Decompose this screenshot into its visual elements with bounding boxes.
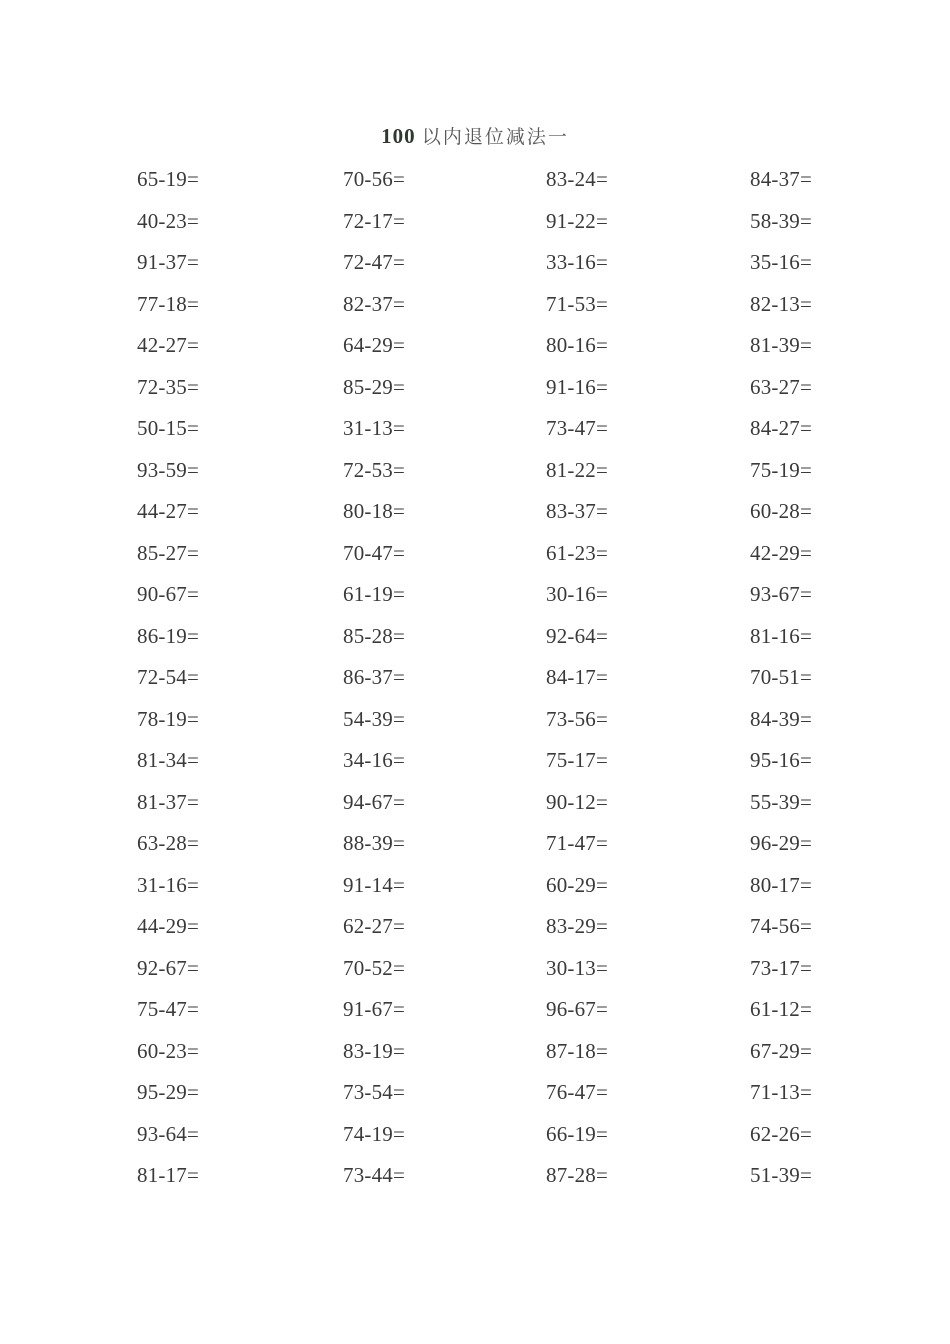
problem-grid: [137, 161, 837, 1199]
subtraction-problem: 34-16=: [343, 748, 406, 772]
subtraction-problem: 91-14=: [343, 872, 406, 897]
subtraction-problem: 83-19=: [343, 1038, 406, 1063]
subtraction-problem: 58-39=: [750, 208, 813, 233]
subtraction-problem: 88-39=: [343, 831, 406, 855]
problem-row: [137, 535, 837, 577]
subtraction-problem: 92-67=: [137, 955, 200, 980]
subtraction-problem: 80-17=: [750, 872, 813, 897]
subtraction-problem: 42-29=: [750, 540, 813, 565]
subtraction-problem: 87-28=: [546, 1163, 609, 1187]
subtraction-problem: 81-37=: [137, 789, 200, 814]
subtraction-problem: 80-18=: [343, 499, 406, 523]
problem-row: [137, 244, 837, 286]
subtraction-problem: 61-12=: [750, 997, 813, 1021]
problem-row: [137, 327, 837, 369]
subtraction-problem: 86-37=: [343, 665, 406, 689]
problem-row: [137, 825, 837, 867]
subtraction-problem: 33-16=: [546, 250, 609, 274]
problem-row: [137, 784, 837, 826]
subtraction-problem: 55-39=: [750, 789, 813, 814]
subtraction-problem: 67-29=: [750, 1038, 813, 1063]
subtraction-problem: 73-56=: [546, 706, 609, 731]
subtraction-problem: 71-47=: [546, 831, 609, 855]
subtraction-problem: 73-44=: [343, 1163, 406, 1187]
subtraction-problem: 54-39=: [343, 706, 406, 731]
subtraction-problem: 83-29=: [546, 914, 609, 938]
subtraction-problem: 81-39=: [750, 333, 813, 357]
subtraction-problem: 91-37=: [137, 250, 200, 274]
subtraction-problem: 71-13=: [750, 1080, 813, 1104]
problem-row: [137, 950, 837, 992]
page-title: [0, 121, 950, 152]
subtraction-problem: 72-35=: [137, 374, 200, 399]
subtraction-problem: 91-22=: [546, 208, 609, 233]
problem-row: [137, 1116, 837, 1158]
subtraction-problem: 63-28=: [137, 831, 200, 855]
subtraction-problem: 84-17=: [546, 665, 609, 689]
subtraction-problem: 44-27=: [137, 499, 200, 523]
subtraction-problem: 44-29=: [137, 914, 200, 938]
subtraction-problem: 90-12=: [546, 789, 609, 814]
subtraction-problem: 63-27=: [750, 374, 813, 399]
subtraction-problem: 51-39=: [750, 1163, 813, 1187]
problem-row: [137, 701, 837, 743]
subtraction-problem: 30-16=: [546, 582, 609, 606]
subtraction-problem: 73-17=: [750, 955, 813, 980]
subtraction-problem: 81-34=: [137, 748, 200, 772]
problem-row: [137, 1033, 837, 1075]
subtraction-problem: 87-18=: [546, 1038, 609, 1063]
problem-row: [137, 493, 837, 535]
subtraction-problem: 96-29=: [750, 831, 813, 855]
subtraction-problem: 64-29=: [343, 333, 406, 357]
subtraction-problem: 72-47=: [343, 250, 406, 274]
subtraction-problem: 86-19=: [137, 623, 200, 648]
subtraction-problem: 78-19=: [137, 706, 200, 731]
subtraction-problem: 42-27=: [137, 333, 200, 357]
subtraction-problem: 77-18=: [137, 291, 200, 316]
problem-row: [137, 1074, 837, 1116]
subtraction-problem: 60-29=: [546, 872, 609, 897]
problem-row: [137, 369, 837, 411]
subtraction-problem: 74-56=: [750, 914, 813, 938]
subtraction-problem: 31-16=: [137, 872, 200, 897]
subtraction-problem: 93-67=: [750, 582, 813, 606]
subtraction-problem: 93-59=: [137, 457, 200, 482]
title-number: 100: [381, 124, 416, 148]
subtraction-problem: 96-67=: [546, 997, 609, 1021]
subtraction-problem: 93-64=: [137, 1121, 200, 1146]
problem-row: [137, 991, 837, 1033]
subtraction-problem: 71-53=: [546, 291, 609, 316]
subtraction-problem: 65-19=: [137, 167, 200, 191]
subtraction-problem: 81-17=: [137, 1163, 200, 1187]
subtraction-problem: 84-37=: [750, 167, 813, 191]
subtraction-problem: 60-23=: [137, 1038, 200, 1063]
subtraction-problem: 75-47=: [137, 997, 200, 1021]
problem-row: [137, 908, 837, 950]
subtraction-problem: 35-16=: [750, 250, 813, 274]
subtraction-problem: 66-19=: [546, 1121, 609, 1146]
subtraction-problem: 94-67=: [343, 789, 406, 814]
subtraction-problem: 85-27=: [137, 540, 200, 565]
subtraction-problem: 95-16=: [750, 748, 813, 772]
subtraction-problem: 61-19=: [343, 582, 406, 606]
problem-row: [137, 742, 837, 784]
subtraction-problem: 74-19=: [343, 1121, 406, 1146]
problem-row: [137, 867, 837, 909]
subtraction-problem: 95-29=: [137, 1080, 200, 1104]
problem-row: [137, 576, 837, 618]
problem-row: [137, 618, 837, 660]
subtraction-problem: 72-53=: [343, 457, 406, 482]
subtraction-problem: 91-16=: [546, 374, 609, 399]
subtraction-problem: 73-54=: [343, 1080, 406, 1104]
subtraction-problem: 82-37=: [343, 291, 406, 316]
subtraction-problem: 82-13=: [750, 291, 813, 316]
problem-row: [137, 659, 837, 701]
subtraction-problem: 31-13=: [343, 416, 406, 440]
subtraction-problem: 73-47=: [546, 416, 609, 440]
subtraction-problem: 83-24=: [546, 167, 609, 191]
subtraction-problem: 76-47=: [546, 1080, 609, 1104]
problem-row: [137, 203, 837, 245]
subtraction-problem: 70-47=: [343, 540, 406, 565]
subtraction-problem: 70-51=: [750, 665, 813, 689]
subtraction-problem: 85-28=: [343, 623, 406, 648]
subtraction-problem: 91-67=: [343, 997, 406, 1021]
subtraction-problem: 60-28=: [750, 499, 813, 523]
subtraction-problem: 81-22=: [546, 457, 609, 482]
subtraction-problem: 80-16=: [546, 333, 609, 357]
problem-row: [137, 1157, 837, 1199]
subtraction-problem: 90-67=: [137, 582, 200, 606]
subtraction-problem: 72-17=: [343, 208, 406, 233]
problem-row: [137, 410, 837, 452]
subtraction-problem: 81-16=: [750, 623, 813, 648]
subtraction-problem: 40-23=: [137, 208, 200, 233]
subtraction-problem: 75-19=: [750, 457, 813, 482]
subtraction-problem: 83-37=: [546, 499, 609, 523]
problem-row: [137, 286, 837, 328]
subtraction-problem: 92-64=: [546, 623, 609, 648]
subtraction-problem: 62-27=: [343, 914, 406, 938]
subtraction-problem: 84-27=: [750, 416, 813, 440]
subtraction-problem: 85-29=: [343, 374, 406, 399]
subtraction-problem: 70-56=: [343, 167, 406, 191]
subtraction-problem: 75-17=: [546, 748, 609, 772]
title-text: 以内退位减法一: [421, 126, 569, 148]
subtraction-problem: 61-23=: [546, 540, 609, 565]
subtraction-problem: 50-15=: [137, 416, 200, 440]
subtraction-problem: 84-39=: [750, 706, 813, 731]
subtraction-problem: 72-54=: [137, 665, 200, 689]
subtraction-problem: 62-26=: [750, 1121, 813, 1146]
problem-row: [137, 161, 837, 203]
subtraction-problem: 70-52=: [343, 955, 406, 980]
problem-row: [137, 452, 837, 494]
subtraction-problem: 30-13=: [546, 955, 609, 980]
